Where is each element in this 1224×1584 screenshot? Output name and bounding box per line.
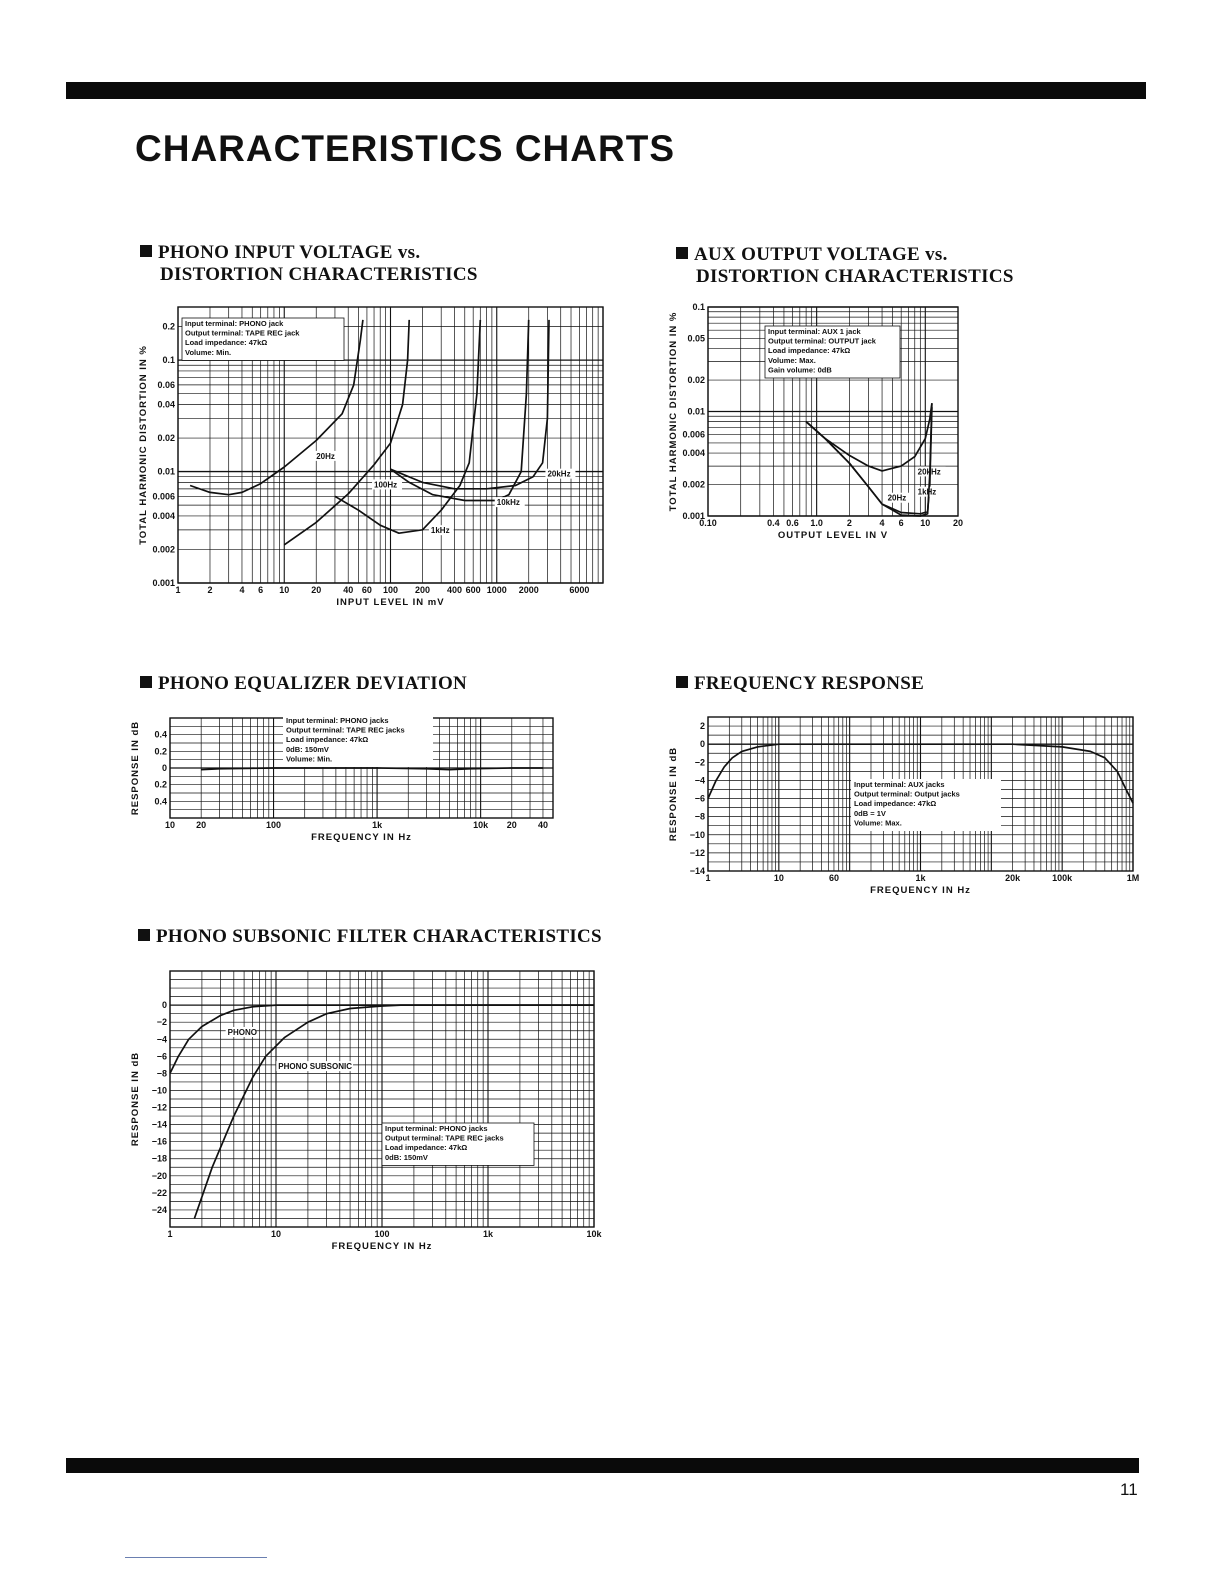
x-tick-label: 20k (1005, 873, 1021, 883)
y-tick-label: −6 (694, 793, 705, 804)
x-tick-label: 60 (828, 873, 839, 883)
x-tick-label: 1000 (486, 585, 507, 595)
x-tick-label: 1 (167, 1229, 173, 1239)
condition-text: 0dB: 150mV (385, 1152, 428, 1162)
x-tick-label: 200 (414, 585, 431, 595)
x-tick-label: 2 (207, 585, 213, 595)
heading-frequency-response: FREQUENCY RESPONSE (676, 673, 924, 695)
x-tick-label: 0.4 (767, 518, 780, 528)
x-tick-label: 40 (343, 585, 354, 595)
y-tick-label: 0.001 (152, 578, 175, 588)
y-tick-label: −20 (151, 1170, 167, 1181)
heading-phono-input-distortion: PHONO INPUT VOLTAGE vs. DISTORTION CHARACTERISTICS (140, 242, 478, 286)
y-tick-label: 2 (699, 721, 705, 732)
chart-c3 (130, 715, 553, 843)
y-tick-label: −8 (694, 811, 705, 822)
condition-text: Output terminal: TAPE REC jack (185, 328, 300, 338)
y-tick-label: 0.4 (154, 796, 167, 807)
conditions-note (851, 779, 1001, 831)
conditions-note (765, 326, 900, 378)
condition-text: Volume: Max. (768, 355, 816, 365)
condition-text: Input terminal: PHONO jack (185, 319, 284, 328)
x-tick-label: 1.0 (810, 518, 823, 528)
y-tick-label: 0 (161, 763, 167, 773)
y-tick-label: 0.02 (687, 375, 705, 386)
x-tick-label: 10 (920, 518, 931, 528)
x-tick-label: 100 (374, 1229, 390, 1239)
y-tick-label: 0.01 (157, 466, 175, 477)
x-axis-label: OUTPUT LEVEL IN V (777, 530, 889, 541)
x-tick-label: 1 (705, 873, 711, 883)
condition-text: Load impedance: 47kΩ (854, 799, 937, 809)
condition-text: Load impedance: 47kΩ (385, 1143, 468, 1153)
y-tick-label: 0.1 (692, 302, 705, 312)
y-tick-label: 0.2 (162, 321, 175, 332)
x-tick-label: 10 (164, 820, 176, 830)
condition-text: Output terminal: Output jacks (854, 789, 960, 799)
x-tick-label: 4 (239, 585, 245, 595)
y-tick-label: 0 (699, 739, 705, 750)
y-tick-label: 0.1 (162, 355, 175, 366)
y-tick-label: −24 (151, 1204, 167, 1215)
x-axis-label: INPUT LEVEL IN mV (336, 597, 445, 608)
y-axis-label: RESPONSE IN dB (130, 1051, 141, 1147)
y-tick-label: −2 (694, 757, 705, 768)
series-line-20hz (806, 403, 932, 516)
x-tick-label: 1k (372, 820, 383, 830)
y-tick-label: −12 (689, 847, 705, 858)
y-tick-label: −4 (694, 775, 705, 786)
condition-text: Load impedance: 47kΩ (768, 346, 851, 356)
bottom-rule (66, 1458, 1139, 1473)
x-axis-label: FREQUENCY IN Hz (331, 1241, 433, 1252)
x-tick-label: 1M (1126, 873, 1140, 883)
x-tick-label: 600 (465, 585, 481, 595)
x-tick-label: 6000 (569, 585, 590, 595)
chart-c1 (138, 307, 603, 608)
heading-phono-equalizer-deviation: PHONO EQUALIZER DEVIATION (140, 673, 467, 695)
y-axis-label: RESPONSE IN dB (668, 746, 679, 842)
condition-text: Gain volume: 0dB (768, 365, 832, 375)
series-line-1khz (806, 407, 932, 514)
series-label-20hz: 20Hz (887, 493, 907, 503)
heading-phono-subsonic-filter: PHONO SUBSONIC FILTER CHARACTERISTICS (138, 926, 602, 948)
x-tick-label: 400 (446, 585, 462, 595)
conditions-note (182, 318, 344, 360)
x-tick-label: 1k (482, 1229, 494, 1239)
y-axis-label: RESPONSE IN dB (130, 720, 141, 816)
x-tick-label: 6 (898, 518, 904, 528)
x-tick-label: 1 (175, 585, 181, 595)
condition-text: Volume: Min. (185, 347, 232, 357)
x-tick-label: 10 (270, 1229, 282, 1239)
y-tick-label: −10 (689, 829, 705, 840)
heading-aux-output-distortion: AUX OUTPUT VOLTAGE vs. DISTORTION CHARACTERISTICS (676, 244, 1014, 288)
y-tick-label: −18 (151, 1153, 167, 1164)
y-tick-label: 0.2 (154, 779, 167, 790)
x-tick-label: 2 (846, 518, 852, 528)
x-tick-label: 10k (473, 820, 489, 830)
x-tick-label: 100 (266, 820, 282, 830)
x-tick-label: 100k (1052, 873, 1073, 883)
y-tick-label: 0.002 (152, 544, 175, 555)
y-tick-label: 0.002 (682, 479, 705, 490)
condition-text: Load impedance: 47kΩ (185, 338, 268, 348)
y-tick-label: −4 (156, 1034, 167, 1045)
x-tick-label: 0.6 (786, 518, 799, 528)
x-axis-label: FREQUENCY IN Hz (311, 832, 412, 843)
x-tick-label: 10k (586, 1229, 602, 1239)
condition-text: 0dB = 1V (854, 808, 886, 818)
y-tick-label: 0.06 (157, 379, 175, 390)
x-tick-label: 4 (879, 518, 885, 528)
x-tick-label: 6 (258, 585, 264, 595)
x-tick-label: 40 (537, 820, 548, 830)
x-tick-label: 0.10 (699, 518, 717, 528)
x-tick-label: 2000 (518, 585, 539, 595)
y-tick-label: 0.01 (687, 406, 705, 417)
x-tick-label: 10 (279, 585, 290, 595)
y-tick-label: 0.02 (157, 433, 175, 444)
y-tick-label: −8 (156, 1068, 167, 1079)
series-label-1khz: 1kHz (430, 526, 450, 536)
chart-c2 (668, 302, 963, 541)
condition-text: Input terminal: PHONO jacks (385, 1124, 488, 1133)
y-tick-label: −12 (151, 1102, 167, 1113)
y-tick-label: −14 (151, 1119, 167, 1130)
y-axis-label: TOTAL HARMONIC DISTORTION IN % (138, 345, 149, 545)
x-tick-label: 20 (196, 820, 207, 830)
y-tick-label: −2 (156, 1017, 167, 1028)
chart-grid (170, 971, 594, 1227)
y-tick-label: −6 (156, 1051, 167, 1062)
footer-link-line (125, 1557, 267, 1558)
series-label-20khz: 20kHz (917, 467, 941, 477)
y-tick-label: 0.006 (682, 429, 705, 440)
y-tick-label: 0 (161, 1000, 167, 1011)
series-label-20hz: 20Hz (316, 451, 335, 461)
y-tick-label: −14 (689, 866, 705, 876)
x-tick-label: 20 (506, 820, 517, 830)
y-tick-label: 0.001 (682, 511, 705, 521)
y-tick-label: 0.004 (152, 510, 175, 521)
condition-text: Input terminal: AUX 1 jack (768, 327, 861, 336)
page-number: 11 (1120, 1480, 1138, 1499)
chart-c4 (668, 717, 1139, 896)
conditions-note (382, 1123, 534, 1165)
condition-text: Input terminal: AUX jacks (854, 780, 945, 789)
condition-text: Output terminal: TAPE REC jacks (286, 725, 405, 735)
x-tick-label: 100 (382, 585, 399, 595)
series-label-phono: PHONO (227, 1028, 258, 1037)
condition-text: Output terminal: OUTPUT jack (768, 336, 876, 346)
y-tick-label: −16 (151, 1136, 167, 1147)
conditions-note (283, 715, 433, 767)
condition-text: Input terminal: PHONO jacks (286, 716, 389, 725)
y-tick-label: 0.006 (152, 491, 175, 502)
condition-text: Output terminal: TAPE REC jacks (385, 1133, 504, 1143)
x-tick-label: 1k (915, 873, 926, 883)
y-tick-label: −22 (151, 1187, 167, 1198)
y-axis-label: TOTAL HARMONIC DISTORTION IN % (668, 311, 679, 512)
series-line-20khz (806, 403, 932, 471)
series-line-10khz (391, 320, 529, 501)
y-tick-label: 0.05 (687, 333, 705, 344)
x-tick-label: 20 (952, 518, 964, 528)
x-tick-label: 20 (311, 585, 322, 595)
series-label-100hz: 100Hz (374, 480, 398, 490)
condition-text: Load impedance: 47kΩ (286, 735, 369, 745)
y-tick-label: 0.4 (154, 729, 167, 740)
x-tick-label: 60 (361, 585, 372, 595)
page-title: CHARACTERISTICS CHARTS (135, 128, 675, 169)
y-tick-label: 0.2 (154, 746, 167, 757)
series-label-10khz: 10kHz (496, 498, 520, 508)
y-tick-label: −10 (151, 1085, 167, 1096)
series-label-1khz: 1kHz (917, 487, 937, 497)
condition-text: 0dB: 150mV (286, 744, 329, 754)
x-axis-label: FREQUENCY IN Hz (870, 885, 971, 896)
y-tick-label: 0.04 (157, 399, 175, 410)
y-tick-label: 0.004 (682, 448, 705, 459)
series-label-phono-subsonic: PHONO SUBSONIC (278, 1062, 353, 1072)
condition-text: Volume: Min. (286, 754, 333, 764)
x-tick-label: 10 (773, 873, 784, 883)
series-line-phono-subsonic (194, 1005, 594, 1218)
condition-text: Volume: Max. (854, 818, 902, 828)
series-label-20khz: 20kHz (547, 469, 571, 479)
chart-c5 (130, 971, 602, 1252)
